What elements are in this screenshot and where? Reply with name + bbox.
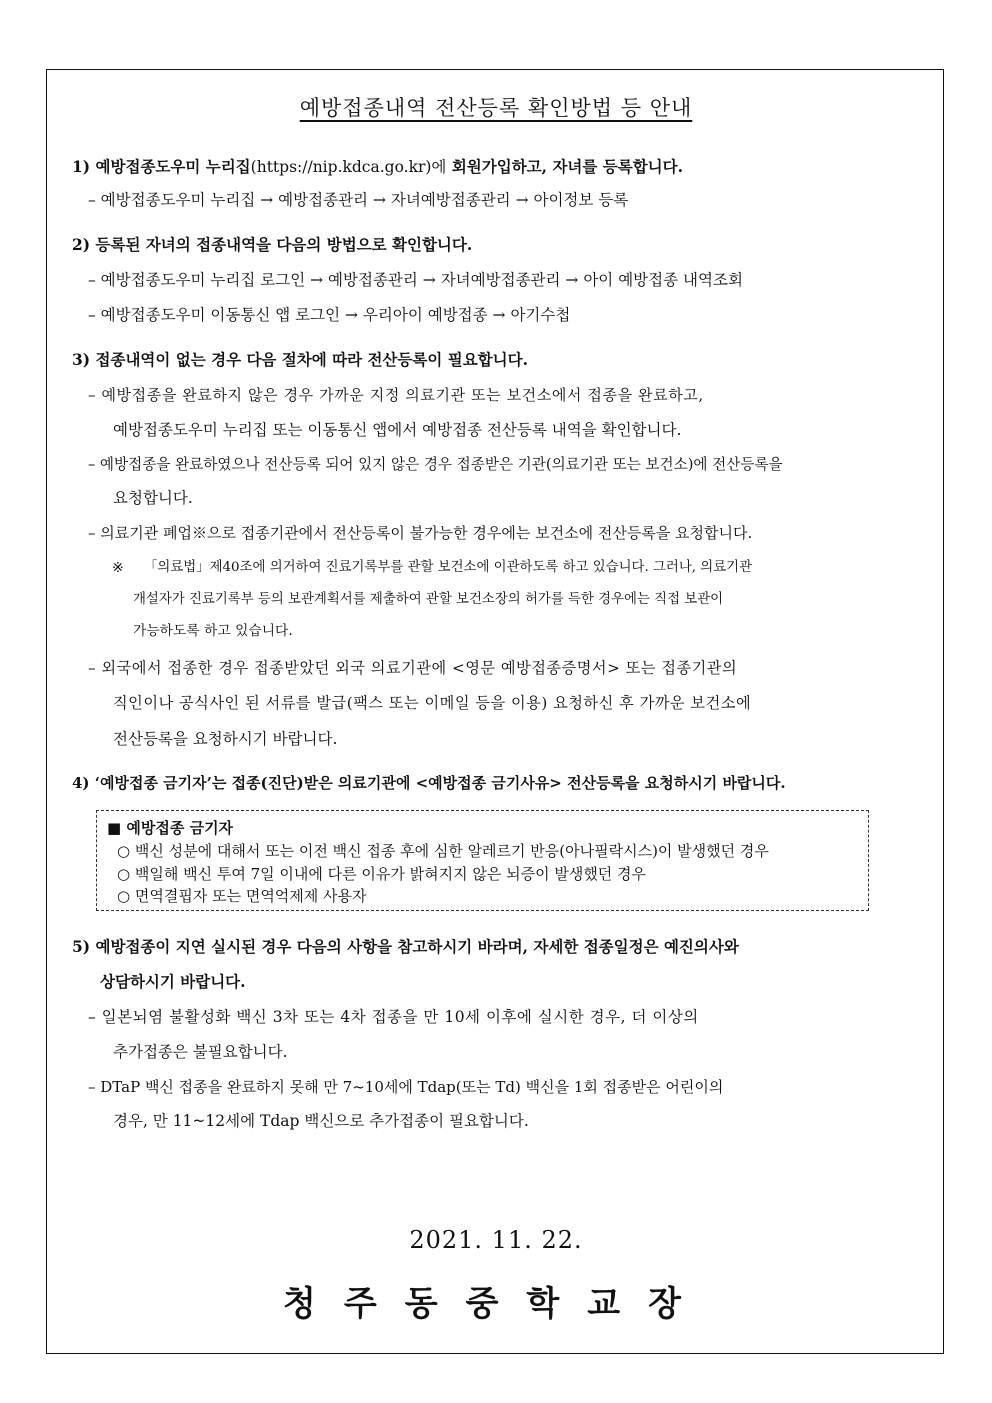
section-5-detail-2b: 경우, 만 11~12세에 Tdap 백신으로 추가접종이 필요합니다. xyxy=(113,1112,529,1130)
section-5-heading-b: 상담하시기 바랍니다. xyxy=(100,972,246,991)
signature: 청주동중학교장 xyxy=(283,1284,709,1324)
nip-url: (https://nip.kdca.go.kr) xyxy=(250,158,432,176)
box-item: ○ 면역결핍자 또는 면역억제제 사용자 xyxy=(117,887,367,905)
section-5-heading-a: 5) 예방접종이 지연 실시된 경우 다음의 사항을 참고하시기 바라며, 자세한 접종일정은 예진의사와 xyxy=(72,937,739,956)
section-1-heading: 1) 예방접종도우미 누리집(https://nip.kdca.go.kr)에 회원가입하고, 자녀를 등록합니다. xyxy=(72,157,684,176)
section-3-detail-4a: – 외국에서 접종한 경우 접종받았던 외국 의료기관에 <영문 예방접종증명서> 또는 접종기관의 xyxy=(88,659,738,677)
note-line-1: 「의료법」제40조에 의거하여 진료기록부를 관할 보건소에 이관하도록 하고 있습니다. 그러나, 의료기관 xyxy=(144,560,753,575)
section-5-detail-1b: 추가접종은 불필요합니다. xyxy=(113,1043,288,1061)
section-5-detail-1a: – 일본뇌염 불활성화 백신 3차 또는 4차 접종을 만 10세 이후에 실시한 경우, 더 이상의 xyxy=(88,1008,699,1026)
document-date: 2021. 11. 22. xyxy=(409,1226,583,1254)
section-3-detail-4b: 직인이나 공식사인 된 서류를 발급(팩스 또는 이메일 등을 이용) 요청하신 후 가까운 보건소에 xyxy=(113,694,752,712)
section-5-detail-2a: – DTaP 백신 접종을 완료하지 못해 만 7~10세에 Tdap(또는 Td) 백신을 1회 접종받은 어린이의 xyxy=(88,1078,724,1096)
section-2-heading: 2) 등록된 자녀의 접종내역을 다음의 방법으로 확인합니다. xyxy=(72,235,473,254)
section-3-detail-1a: – 예방접종을 완료하지 않은 경우 가까운 지정 의료기관 또는 보건소에서 접종을 완료하고, xyxy=(88,386,704,404)
section-1-detail: – 예방접종도우미 누리집 → 예방접종관리 → 자녀예방접종관리 → 아이정보 등록 xyxy=(88,191,629,209)
section-3-detail-4c: 전산등록을 요청하시기 바랍니다. xyxy=(113,730,338,748)
note-mark: ※ xyxy=(112,560,124,576)
section-4-heading: 4) ‘예방접종 금기자’는 접종(진단)받은 의료기관에 <예방접종 금기사유> 전산등록을 요청하시기 바랍니다. xyxy=(72,774,786,792)
section-3-detail-2a: – 예방접종을 완료하였으나 전산등록 되어 있지 않은 경우 접종받은 기관(의료기관 또는 보건소)에 전산등록을 xyxy=(88,456,783,473)
note-line-3: 가능하도록 하고 있습니다. xyxy=(133,623,293,639)
box-item: ○ 백신 성분에 대해서 또는 이전 백신 접종 후에 심한 알레르기 반응(아나필락시스)이 발생했던 경우 xyxy=(117,842,769,860)
box-item: ○ 백일해 백신 투여 7일 이내에 다른 이유가 밝혀지지 않은 뇌증이 발생했던 경우 xyxy=(117,865,647,883)
section-2-detail-2: – 예방접종도우미 이동통신 앱 로그인 → 우리아이 예방접종 → 아기수첩 xyxy=(88,306,571,324)
section-3-detail-2b: 요청합니다. xyxy=(113,489,193,507)
note-line-2: 개설자가 진료기록부 등의 보관계획서를 제출하여 관할 보건소장의 허가를 득한 경우에는 직접 보관이 xyxy=(133,592,724,607)
section-3-heading: 3) 접종내역이 없는 경우 다음 절차에 따라 전산등록이 필요합니다. xyxy=(72,350,528,369)
section-2-detail-1: – 예방접종도우미 누리집 로그인 → 예방접종관리 → 자녀예방접종관리 → 아이 예방접종 내역조회 xyxy=(88,271,743,289)
section-3-detail-1b: 예방접종도우미 누리집 또는 이동통신 앱에서 예방접종 전산등록 내역을 확인합니다. xyxy=(113,421,682,439)
section-3-detail-3: – 의료기관 폐업※으로 접종기관에서 전산등록이 불가능한 경우에는 보건소에 전산등록을 요청합니다. xyxy=(88,524,753,542)
contraindication-box xyxy=(96,810,869,911)
box-title: ■ 예방접종 금기자 xyxy=(107,819,234,837)
document-title: 예방접종내역 전산등록 확인방법 등 안내 xyxy=(299,96,693,120)
